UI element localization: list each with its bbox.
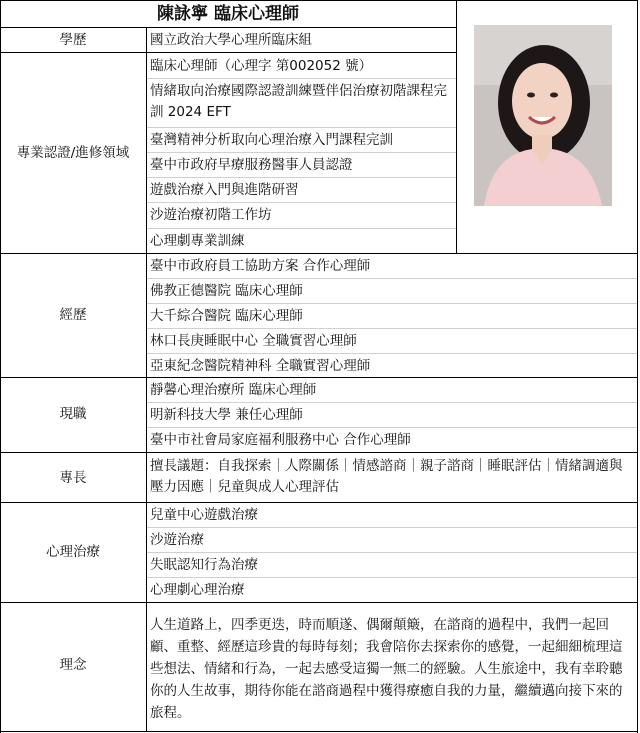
therapy-item: 失眠認知行為治療 — [150, 557, 258, 573]
certification-item: 臺中市政府早療服務醫事人員認證 — [150, 157, 353, 173]
certification-item: 沙遊治療初階工作坊 — [150, 207, 272, 223]
experience-item: 亞東紀念醫院精神科 全職實習心理師 — [150, 358, 371, 374]
experience-item: 林口長庚睡眠中心 全職實習心理師 — [150, 333, 357, 349]
therapy-item: 兒童中心遊戲治療 — [150, 507, 258, 523]
education-value: 國立政治大學心理所臨床組 — [150, 32, 312, 48]
education-label: 學歷 — [59, 32, 87, 48]
specialty-value: 擅長議題：自我探索｜人際關係｜情感諮商｜親子諮商｜睡眠評估｜情緒調適與壓力因應｜兒童與成人心理評估 — [150, 458, 623, 495]
certification-item: 臨床心理師（心理字 第002052 號） — [150, 58, 373, 74]
experience-item: 臺中市政府員工協助方案 合作心理師 — [150, 258, 371, 274]
therapy-label: 心理治療 — [46, 544, 100, 560]
certifications-label: 專業認證/進修領域 — [16, 145, 130, 161]
certification-item: 遊戲治療入門與進階研習 — [150, 182, 299, 198]
specialty-label: 專長 — [59, 470, 87, 486]
current-item: 明新科技大學 兼任心理師 — [150, 407, 303, 423]
current-label: 現職 — [59, 406, 87, 422]
person-photo-icon — [474, 25, 612, 206]
therapy-item: 心理劇心理治療 — [150, 582, 245, 598]
certification-item: 臺灣精神分析取向心理治療入門課程完訓 — [150, 132, 393, 148]
therapy-item: 沙遊治療 — [150, 532, 204, 548]
certification-item: 情緒取向治療國際認證訓練暨伴侶治療初階課程完訓 2024 EFT — [150, 83, 447, 120]
current-item: 臺中市社會局家庭福利服務中心 合作心理師 — [150, 432, 411, 448]
experience-item: 大千綜合醫院 臨床心理師 — [150, 308, 303, 324]
experience-label: 經歷 — [59, 307, 87, 323]
certification-item: 心理劇專業訓練 — [150, 233, 245, 249]
portrait-photo — [474, 25, 612, 206]
experience-item: 佛教正德醫院 臨床心理師 — [150, 283, 303, 299]
current-item: 靜馨心理治療所 臨床心理師 — [150, 382, 317, 398]
page-title: 陳詠寧 臨床心理師 — [157, 4, 299, 24]
philosophy-value: 人生道路上，四季更迭，時而順遂、偶爾顛簸，在諮商的過程中，我們一起回顧、重整、經歷這珍貴的每時每刻；我會陪你去探索你的感覺，一起細細梳理這些想法、情緒和行為，一起去感受這獨一無二的經驗。人生旅途中，我有幸聆聽你的人生故事，期待你能在諮商過程中獲得療癒自我的力量，繼續邁向接下來的旅程。 — [150, 617, 623, 721]
philosophy-label: 理念 — [59, 657, 87, 673]
